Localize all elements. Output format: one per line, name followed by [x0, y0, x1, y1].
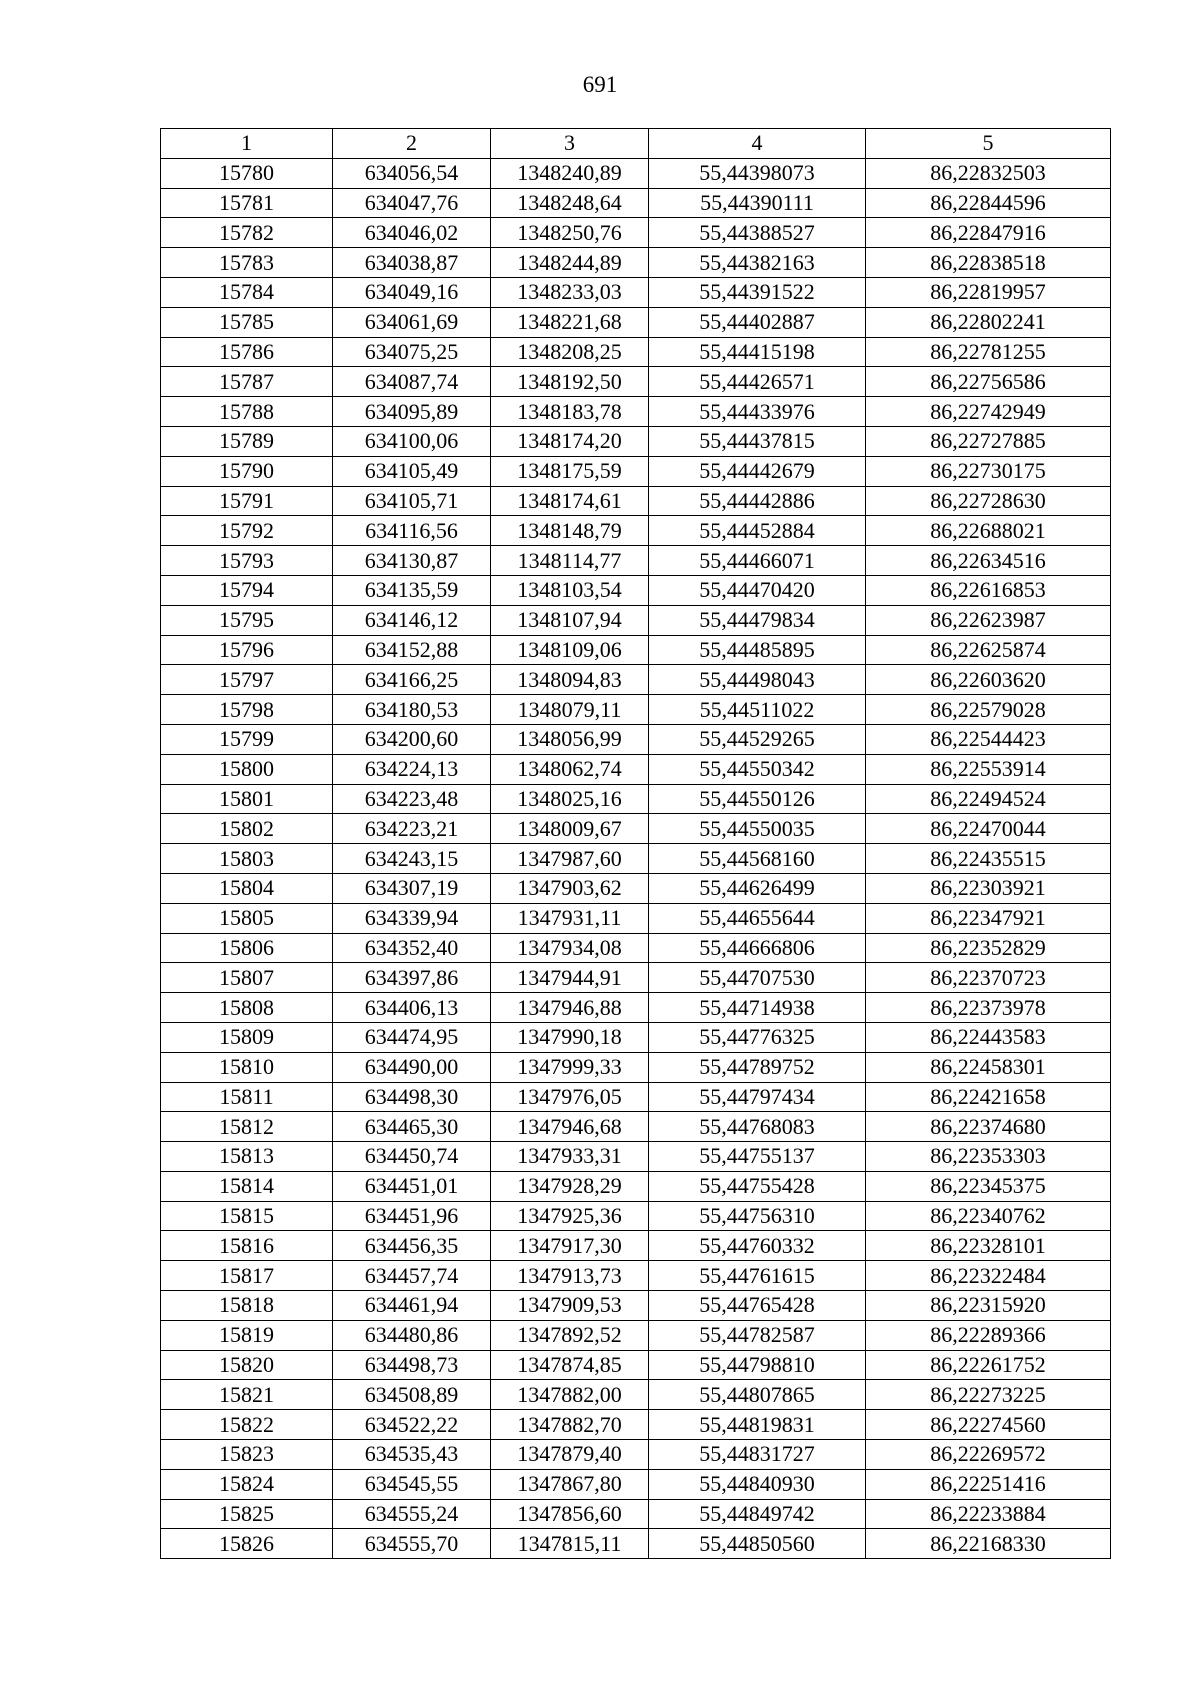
table-cell-col-2: 634047,76 — [333, 188, 491, 218]
table-cell-col-4: 55,44398073 — [649, 158, 866, 188]
table-cell-col-2: 634451,96 — [333, 1201, 491, 1231]
table-row — [161, 1380, 1111, 1410]
table-row — [161, 456, 1111, 486]
table-cell-col-3: 1348174,61 — [491, 486, 649, 516]
table-row — [161, 873, 1111, 903]
table-cell-col-3: 1348025,16 — [491, 784, 649, 814]
column-header-2: 2 — [333, 129, 491, 159]
table-cell-col-4: 55,44437815 — [649, 426, 866, 456]
coordinates-table — [160, 128, 1111, 1559]
table-cell-col-4: 55,44849742 — [649, 1499, 866, 1529]
table-cell-col-1: 15817 — [161, 1261, 333, 1291]
table-cell-col-4: 55,44707530 — [649, 963, 866, 993]
table-cell-col-4: 55,44776325 — [649, 1022, 866, 1052]
table-cell-col-2: 634456,35 — [333, 1231, 491, 1261]
table-cell-col-3: 1348107,94 — [491, 605, 649, 635]
table-cell-col-2: 634461,94 — [333, 1291, 491, 1321]
table-cell-col-2: 634166,25 — [333, 665, 491, 695]
table-cell-col-4: 55,44626499 — [649, 873, 866, 903]
table-cell-col-2: 634130,87 — [333, 546, 491, 576]
table-row — [161, 1499, 1111, 1529]
table-cell-col-1: 15797 — [161, 665, 333, 695]
table-row — [161, 486, 1111, 516]
table-row — [161, 188, 1111, 218]
table-row — [161, 1052, 1111, 1082]
table-row — [161, 784, 1111, 814]
table-cell-col-1: 15803 — [161, 844, 333, 874]
table-cell-col-3: 1348192,50 — [491, 367, 649, 397]
table-cell-col-3: 1348244,89 — [491, 248, 649, 278]
table-cell-col-5: 86,22616853 — [866, 575, 1111, 605]
table-row — [161, 1201, 1111, 1231]
table-cell-col-1: 15807 — [161, 963, 333, 993]
page-number: 691 — [582, 72, 618, 97]
table-cell-col-3: 1348094,83 — [491, 665, 649, 695]
table-cell-col-1: 15815 — [161, 1201, 333, 1231]
table-cell-col-5: 86,22838518 — [866, 248, 1111, 278]
table-row — [161, 1440, 1111, 1470]
table-cell-col-3: 1347925,36 — [491, 1201, 649, 1231]
table-cell-col-1: 15798 — [161, 695, 333, 725]
table-cell-col-1: 15809 — [161, 1022, 333, 1052]
table-cell-col-5: 86,22603620 — [866, 665, 1111, 695]
table-cell-col-1: 15790 — [161, 456, 333, 486]
table-cell-col-3: 1348248,64 — [491, 188, 649, 218]
table-row — [161, 218, 1111, 248]
table-body — [161, 158, 1111, 1558]
table-cell-col-3: 1347815,11 — [491, 1529, 649, 1559]
table-cell-col-5: 86,22730175 — [866, 456, 1111, 486]
table-row — [161, 903, 1111, 933]
table-cell-col-4: 55,44840930 — [649, 1469, 866, 1499]
table-cell-col-4: 55,44782587 — [649, 1320, 866, 1350]
table-cell-col-3: 1348175,59 — [491, 456, 649, 486]
table-cell-col-3: 1347917,30 — [491, 1231, 649, 1261]
table-cell-col-5: 86,22347921 — [866, 903, 1111, 933]
table-cell-col-1: 15812 — [161, 1112, 333, 1142]
table-cell-col-5: 86,22727885 — [866, 426, 1111, 456]
table-cell-col-5: 86,22273225 — [866, 1380, 1111, 1410]
table-cell-col-2: 634038,87 — [333, 248, 491, 278]
table-cell-col-3: 1348183,78 — [491, 397, 649, 427]
table-row — [161, 724, 1111, 754]
table-cell-col-1: 15806 — [161, 933, 333, 963]
table-cell-col-1: 15823 — [161, 1440, 333, 1470]
table-cell-col-5: 86,22625874 — [866, 635, 1111, 665]
header-row — [161, 129, 1111, 159]
table-cell-col-2: 634135,59 — [333, 575, 491, 605]
table-cell-col-3: 1347856,60 — [491, 1499, 649, 1529]
table-cell-col-5: 86,22443583 — [866, 1022, 1111, 1052]
table-cell-col-3: 1348056,99 — [491, 724, 649, 754]
table-row — [161, 546, 1111, 576]
table-cell-col-2: 634223,21 — [333, 814, 491, 844]
table-cell-col-1: 15788 — [161, 397, 333, 427]
table-cell-col-4: 55,44498043 — [649, 665, 866, 695]
table-cell-col-2: 634474,95 — [333, 1022, 491, 1052]
table-cell-col-2: 634457,74 — [333, 1261, 491, 1291]
table-cell-col-5: 86,22435515 — [866, 844, 1111, 874]
table-cell-col-1: 15826 — [161, 1529, 333, 1559]
table-cell-col-2: 634105,49 — [333, 456, 491, 486]
table-cell-col-2: 634406,13 — [333, 993, 491, 1023]
table-cell-col-3: 1348174,20 — [491, 426, 649, 456]
table-cell-col-2: 634535,43 — [333, 1440, 491, 1470]
table-row — [161, 367, 1111, 397]
table-cell-col-2: 634095,89 — [333, 397, 491, 427]
table-cell-col-4: 55,44568160 — [649, 844, 866, 874]
table-row — [161, 516, 1111, 546]
table-cell-col-4: 55,44666806 — [649, 933, 866, 963]
table-cell-col-1: 15805 — [161, 903, 333, 933]
table-cell-col-1: 15781 — [161, 188, 333, 218]
table-cell-col-1: 15820 — [161, 1350, 333, 1380]
table-cell-col-5: 86,22756586 — [866, 367, 1111, 397]
table-cell-col-3: 1347903,62 — [491, 873, 649, 903]
table-cell-col-2: 634522,22 — [333, 1410, 491, 1440]
table-cell-col-5: 86,22847916 — [866, 218, 1111, 248]
table-cell-col-1: 15821 — [161, 1380, 333, 1410]
table-row — [161, 248, 1111, 278]
table-cell-col-5: 86,22370723 — [866, 963, 1111, 993]
table-cell-col-2: 634075,25 — [333, 337, 491, 367]
table-cell-col-3: 1348221,68 — [491, 307, 649, 337]
table-cell-col-1: 15800 — [161, 754, 333, 784]
table-cell-col-1: 15796 — [161, 635, 333, 665]
table-cell-col-3: 1347931,11 — [491, 903, 649, 933]
table-cell-col-4: 55,44442679 — [649, 456, 866, 486]
table-cell-col-5: 86,22832503 — [866, 158, 1111, 188]
table-row — [161, 1022, 1111, 1052]
table-cell-col-4: 55,44415198 — [649, 337, 866, 367]
column-header-1: 1 — [161, 129, 333, 159]
table-cell-col-5: 86,22688021 — [866, 516, 1111, 546]
table-cell-col-2: 634339,94 — [333, 903, 491, 933]
table-cell-col-1: 15814 — [161, 1171, 333, 1201]
table-row — [161, 1291, 1111, 1321]
table-cell-col-2: 634180,53 — [333, 695, 491, 725]
table-cell-col-1: 15794 — [161, 575, 333, 605]
table-cell-col-3: 1347879,40 — [491, 1440, 649, 1470]
table-cell-col-3: 1347946,88 — [491, 993, 649, 1023]
table-cell-col-4: 55,44550035 — [649, 814, 866, 844]
table-row — [161, 754, 1111, 784]
table-cell-col-4: 55,44388527 — [649, 218, 866, 248]
table-cell-col-3: 1347913,73 — [491, 1261, 649, 1291]
table-row — [161, 1142, 1111, 1172]
table-cell-col-3: 1347976,05 — [491, 1082, 649, 1112]
table-cell-col-4: 55,44761615 — [649, 1261, 866, 1291]
table-cell-col-4: 55,44485895 — [649, 635, 866, 665]
table-cell-col-2: 634152,88 — [333, 635, 491, 665]
table-cell-col-5: 86,22494524 — [866, 784, 1111, 814]
table-cell-col-3: 1347999,33 — [491, 1052, 649, 1082]
table-cell-col-5: 86,22315920 — [866, 1291, 1111, 1321]
table-cell-col-4: 55,44714938 — [649, 993, 866, 1023]
table-cell-col-1: 15786 — [161, 337, 333, 367]
table-cell-col-3: 1348103,54 — [491, 575, 649, 605]
table-cell-col-1: 15818 — [161, 1291, 333, 1321]
table-cell-col-2: 634105,71 — [333, 486, 491, 516]
table-cell-col-2: 634116,56 — [333, 516, 491, 546]
table-cell-col-5: 86,22742949 — [866, 397, 1111, 427]
table-cell-col-2: 634397,86 — [333, 963, 491, 993]
table-row — [161, 1320, 1111, 1350]
table-cell-col-5: 86,22269572 — [866, 1440, 1111, 1470]
table-cell-col-3: 1347987,60 — [491, 844, 649, 874]
table-cell-col-4: 55,44768083 — [649, 1112, 866, 1142]
table-cell-col-5: 86,22844596 — [866, 188, 1111, 218]
table-cell-col-1: 15813 — [161, 1142, 333, 1172]
table-cell-col-4: 55,44760332 — [649, 1231, 866, 1261]
table-row — [161, 1350, 1111, 1380]
table-cell-col-4: 55,44831727 — [649, 1440, 866, 1470]
table-cell-col-2: 634243,15 — [333, 844, 491, 874]
table-row — [161, 963, 1111, 993]
table-cell-col-2: 634352,40 — [333, 933, 491, 963]
table-cell-col-1: 15783 — [161, 248, 333, 278]
table-row — [161, 814, 1111, 844]
table-cell-col-5: 86,22470044 — [866, 814, 1111, 844]
table-cell-col-2: 634450,74 — [333, 1142, 491, 1172]
table-cell-col-4: 55,44529265 — [649, 724, 866, 754]
table-cell-col-4: 55,44819831 — [649, 1410, 866, 1440]
table-cell-col-1: 15811 — [161, 1082, 333, 1112]
table-cell-col-3: 1347928,29 — [491, 1171, 649, 1201]
table-cell-col-4: 55,44442886 — [649, 486, 866, 516]
table-cell-col-3: 1348114,77 — [491, 546, 649, 576]
table-row — [161, 1469, 1111, 1499]
column-header-5: 5 — [866, 129, 1111, 159]
table-row — [161, 1231, 1111, 1261]
table-cell-col-3: 1348240,89 — [491, 158, 649, 188]
table-cell-col-4: 55,44797434 — [649, 1082, 866, 1112]
table-row — [161, 337, 1111, 367]
table-cell-col-5: 86,22781255 — [866, 337, 1111, 367]
table-cell-col-1: 15816 — [161, 1231, 333, 1261]
table-cell-col-3: 1348062,74 — [491, 754, 649, 784]
table-cell-col-5: 86,22289366 — [866, 1320, 1111, 1350]
table-cell-col-3: 1347944,91 — [491, 963, 649, 993]
table-row — [161, 1112, 1111, 1142]
table-cell-col-5: 86,22322484 — [866, 1261, 1111, 1291]
table-cell-col-1: 15793 — [161, 546, 333, 576]
table-row — [161, 397, 1111, 427]
column-header-3: 3 — [491, 129, 649, 159]
table-cell-col-4: 55,44390111 — [649, 188, 866, 218]
table-cell-col-4: 55,44479834 — [649, 605, 866, 635]
table-cell-col-1: 15780 — [161, 158, 333, 188]
table-cell-col-4: 55,44655644 — [649, 903, 866, 933]
table-cell-col-2: 634046,02 — [333, 218, 491, 248]
table-cell-col-1: 15819 — [161, 1320, 333, 1350]
table-row — [161, 1082, 1111, 1112]
table-cell-col-5: 86,22328101 — [866, 1231, 1111, 1261]
table-cell-col-2: 634490,00 — [333, 1052, 491, 1082]
table-cell-col-3: 1347874,85 — [491, 1350, 649, 1380]
table-cell-col-2: 634465,30 — [333, 1112, 491, 1142]
table-row — [161, 575, 1111, 605]
table-cell-col-3: 1348208,25 — [491, 337, 649, 367]
table-cell-col-2: 634508,89 — [333, 1380, 491, 1410]
table-cell-col-5: 86,22373978 — [866, 993, 1111, 1023]
table-cell-col-3: 1347867,80 — [491, 1469, 649, 1499]
table-cell-col-1: 15789 — [161, 426, 333, 456]
table-cell-col-5: 86,22345375 — [866, 1171, 1111, 1201]
table-cell-col-1: 15824 — [161, 1469, 333, 1499]
table-cell-col-5: 86,22421658 — [866, 1082, 1111, 1112]
table-cell-col-2: 634498,73 — [333, 1350, 491, 1380]
table-cell-col-1: 15791 — [161, 486, 333, 516]
table-cell-col-4: 55,44755137 — [649, 1142, 866, 1172]
table-cell-col-2: 634498,30 — [333, 1082, 491, 1112]
table-cell-col-1: 15795 — [161, 605, 333, 635]
table-row — [161, 307, 1111, 337]
table-cell-col-2: 634224,13 — [333, 754, 491, 784]
table-cell-col-2: 634451,01 — [333, 1171, 491, 1201]
table-cell-col-2: 634307,19 — [333, 873, 491, 903]
table-cell-col-4: 55,44433976 — [649, 397, 866, 427]
table-cell-col-1: 15801 — [161, 784, 333, 814]
table-cell-col-1: 15787 — [161, 367, 333, 397]
table-cell-col-5: 86,22819957 — [866, 277, 1111, 307]
table-cell-col-5: 86,22374680 — [866, 1112, 1111, 1142]
table-cell-col-2: 634061,69 — [333, 307, 491, 337]
table-row — [161, 605, 1111, 635]
table-cell-col-2: 634480,86 — [333, 1320, 491, 1350]
table-cell-col-3: 1348079,11 — [491, 695, 649, 725]
table-cell-col-5: 86,22233884 — [866, 1499, 1111, 1529]
table-cell-col-1: 15784 — [161, 277, 333, 307]
table-cell-col-1: 15825 — [161, 1499, 333, 1529]
table-cell-col-2: 634146,12 — [333, 605, 491, 635]
table-cell-col-5: 86,22261752 — [866, 1350, 1111, 1380]
table-cell-col-4: 55,44452884 — [649, 516, 866, 546]
table-cell-col-5: 86,22353303 — [866, 1142, 1111, 1172]
table-cell-col-4: 55,44382163 — [649, 248, 866, 278]
table-row — [161, 665, 1111, 695]
table-cell-col-5: 86,22553914 — [866, 754, 1111, 784]
table-cell-col-1: 15785 — [161, 307, 333, 337]
table-cell-col-5: 86,22634516 — [866, 546, 1111, 576]
table-row — [161, 933, 1111, 963]
table-cell-col-5: 86,22251416 — [866, 1469, 1111, 1499]
table-cell-col-3: 1348233,03 — [491, 277, 649, 307]
table-cell-col-1: 15799 — [161, 724, 333, 754]
table-cell-col-2: 634545,55 — [333, 1469, 491, 1499]
table-header — [161, 129, 1111, 159]
table-cell-col-5: 86,22802241 — [866, 307, 1111, 337]
table-cell-col-3: 1347909,53 — [491, 1291, 649, 1321]
table-cell-col-2: 634223,48 — [333, 784, 491, 814]
table-row — [161, 426, 1111, 456]
table-cell-col-3: 1348250,76 — [491, 218, 649, 248]
table-cell-col-4: 55,44550342 — [649, 754, 866, 784]
table-row — [161, 1410, 1111, 1440]
table-cell-col-3: 1347934,08 — [491, 933, 649, 963]
table-cell-col-4: 55,44807865 — [649, 1380, 866, 1410]
table-cell-col-5: 86,22340762 — [866, 1201, 1111, 1231]
table-cell-col-5: 86,22623987 — [866, 605, 1111, 635]
table-cell-col-4: 55,44511022 — [649, 695, 866, 725]
table-cell-col-3: 1347882,00 — [491, 1380, 649, 1410]
table-cell-col-1: 15782 — [161, 218, 333, 248]
table-cell-col-3: 1348009,67 — [491, 814, 649, 844]
table-row — [161, 1171, 1111, 1201]
table-cell-col-2: 634056,54 — [333, 158, 491, 188]
table-cell-col-4: 55,44798810 — [649, 1350, 866, 1380]
table-cell-col-1: 15808 — [161, 993, 333, 1023]
table-cell-col-1: 15804 — [161, 873, 333, 903]
table-row — [161, 844, 1111, 874]
table-row — [161, 158, 1111, 188]
table-cell-col-5: 86,22303921 — [866, 873, 1111, 903]
table-cell-col-2: 634555,70 — [333, 1529, 491, 1559]
table-cell-col-5: 86,22579028 — [866, 695, 1111, 725]
table-cell-col-4: 55,44402887 — [649, 307, 866, 337]
column-header-4: 4 — [649, 129, 866, 159]
table-cell-col-3: 1348109,06 — [491, 635, 649, 665]
table-row — [161, 635, 1111, 665]
table-cell-col-1: 15802 — [161, 814, 333, 844]
table-cell-col-4: 55,44756310 — [649, 1201, 866, 1231]
table-cell-col-5: 86,22728630 — [866, 486, 1111, 516]
table-cell-col-3: 1347892,52 — [491, 1320, 649, 1350]
table-cell-col-1: 15822 — [161, 1410, 333, 1440]
table-cell-col-5: 86,22352829 — [866, 933, 1111, 963]
table-cell-col-1: 15810 — [161, 1052, 333, 1082]
table-cell-col-5: 86,22544423 — [866, 724, 1111, 754]
table-row — [161, 695, 1111, 725]
table-cell-col-2: 634100,06 — [333, 426, 491, 456]
table-cell-col-4: 55,44789752 — [649, 1052, 866, 1082]
table-cell-col-3: 1347933,31 — [491, 1142, 649, 1172]
table-cell-col-5: 86,22458301 — [866, 1052, 1111, 1082]
table-cell-col-4: 55,44470420 — [649, 575, 866, 605]
table-cell-col-4: 55,44850560 — [649, 1529, 866, 1559]
table-cell-col-4: 55,44765428 — [649, 1291, 866, 1321]
table-row — [161, 277, 1111, 307]
table-cell-col-3: 1347990,18 — [491, 1022, 649, 1052]
table-cell-col-2: 634200,60 — [333, 724, 491, 754]
table-cell-col-1: 15792 — [161, 516, 333, 546]
table-cell-col-4: 55,44466071 — [649, 546, 866, 576]
table-cell-col-4: 55,44391522 — [649, 277, 866, 307]
table-cell-col-4: 55,44755428 — [649, 1171, 866, 1201]
table-cell-col-2: 634087,74 — [333, 367, 491, 397]
table-cell-col-3: 1347882,70 — [491, 1410, 649, 1440]
table-cell-col-5: 86,22274560 — [866, 1410, 1111, 1440]
table-cell-col-3: 1348148,79 — [491, 516, 649, 546]
table-cell-col-2: 634555,24 — [333, 1499, 491, 1529]
table-cell-col-5: 86,22168330 — [866, 1529, 1111, 1559]
table-row — [161, 1261, 1111, 1291]
table-row — [161, 993, 1111, 1023]
table-cell-col-4: 55,44550126 — [649, 784, 866, 814]
table-row — [161, 1529, 1111, 1559]
table-cell-col-2: 634049,16 — [333, 277, 491, 307]
table-cell-col-3: 1347946,68 — [491, 1112, 649, 1142]
table-cell-col-4: 55,44426571 — [649, 367, 866, 397]
